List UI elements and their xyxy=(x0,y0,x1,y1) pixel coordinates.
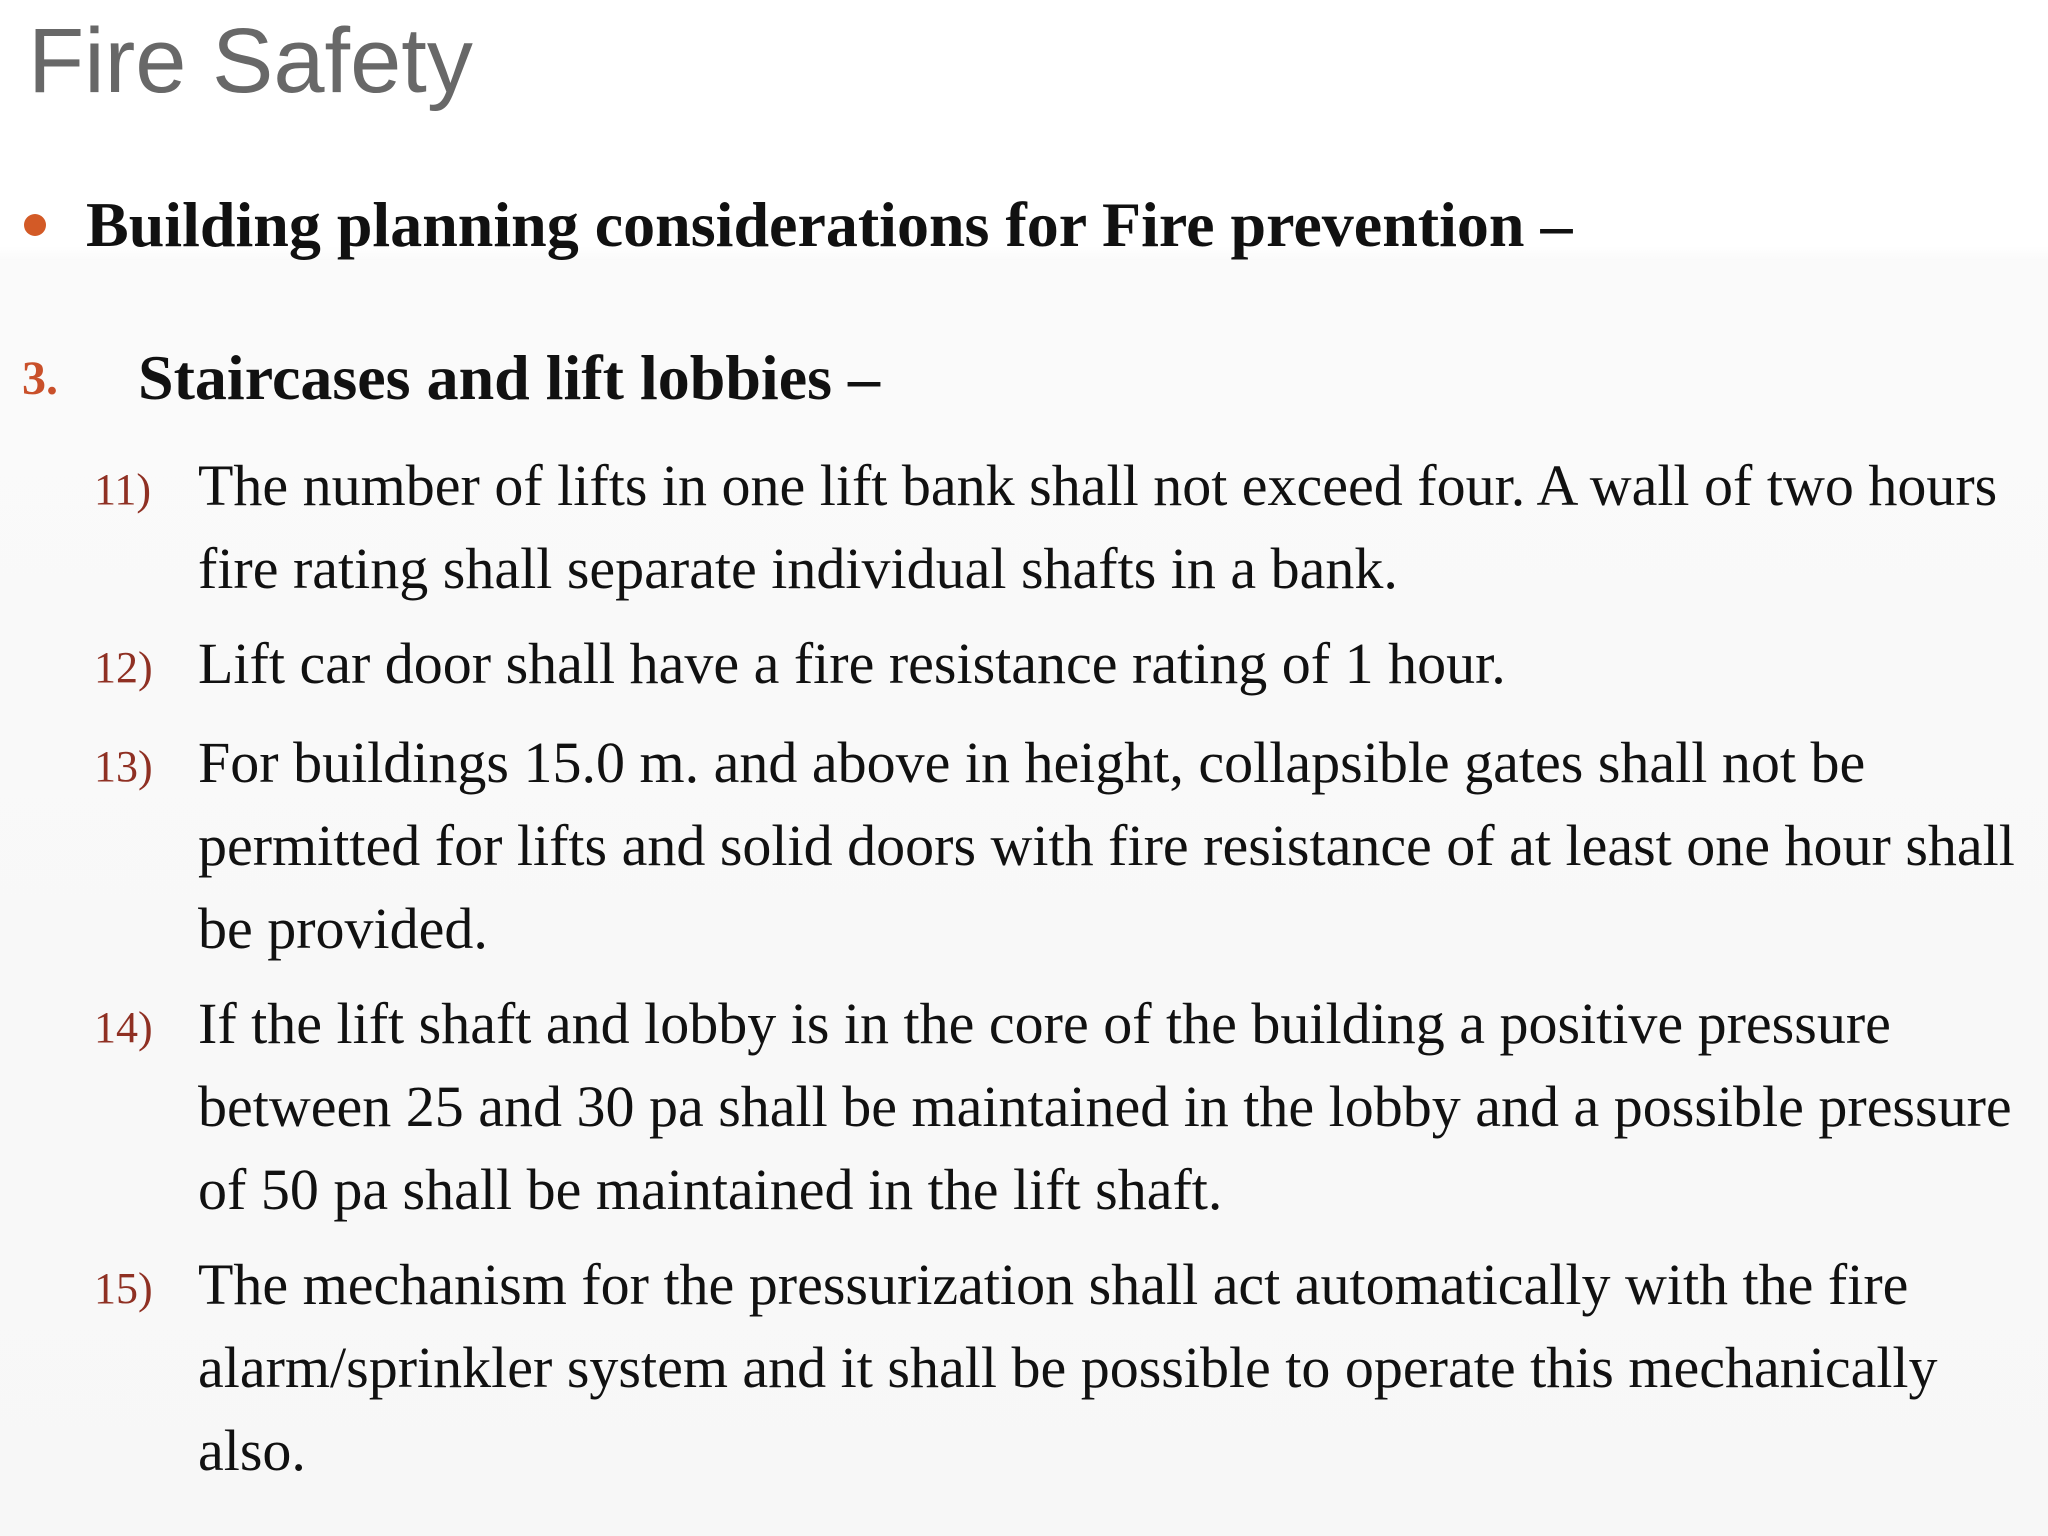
list-item-text: The number of lifts in one lift bank shall not exceed four. A wall of two hours fire rating shall separate individual shafts in a bank. xyxy=(198,453,1998,601)
main-bullet-text: Building planning considerations for Fire prevention – xyxy=(86,189,1573,260)
list-item-number: 12) xyxy=(94,643,153,692)
list-item xyxy=(94,1243,2024,1492)
list-item xyxy=(94,721,2024,970)
list-item-number: 15) xyxy=(94,1264,153,1313)
list-item xyxy=(94,444,2024,610)
bullet-dot-icon xyxy=(24,214,46,236)
section-heading xyxy=(22,338,880,418)
list-item xyxy=(94,982,2024,1231)
list-item-number: 11) xyxy=(94,465,152,514)
main-bullet xyxy=(22,185,1572,265)
numbered-list xyxy=(94,444,2024,1504)
section-title: Staircases and lift lobbies – xyxy=(138,342,880,413)
list-item-text: The mechanism for the pressurization shall act automatically with the fire alarm/sprinkler system and it shall be possible to operate this mechanically also. xyxy=(198,1252,1938,1483)
list-item-text: If the lift shaft and lobby is in the core of the building a positive pressure between 25 and 30 pa shall be maintained in the lobby and a possible pressure of 50 pa shall be maintained in the lift shaft. xyxy=(198,991,2012,1222)
list-item-text: For buildings 15.0 m. and above in height, collapsible gates shall not be permitted for lifts and solid doors with fire resistance of at least one hour shall be provided. xyxy=(198,730,2015,961)
list-item-text: Lift car door shall have a fire resistance rating of 1 hour. xyxy=(198,631,1506,696)
list-item-number: 14) xyxy=(94,1003,153,1052)
section-number: 3. xyxy=(22,351,58,405)
list-item xyxy=(94,622,2024,709)
slide-title: Fire Safety xyxy=(28,10,473,112)
list-item-number: 13) xyxy=(94,742,153,791)
